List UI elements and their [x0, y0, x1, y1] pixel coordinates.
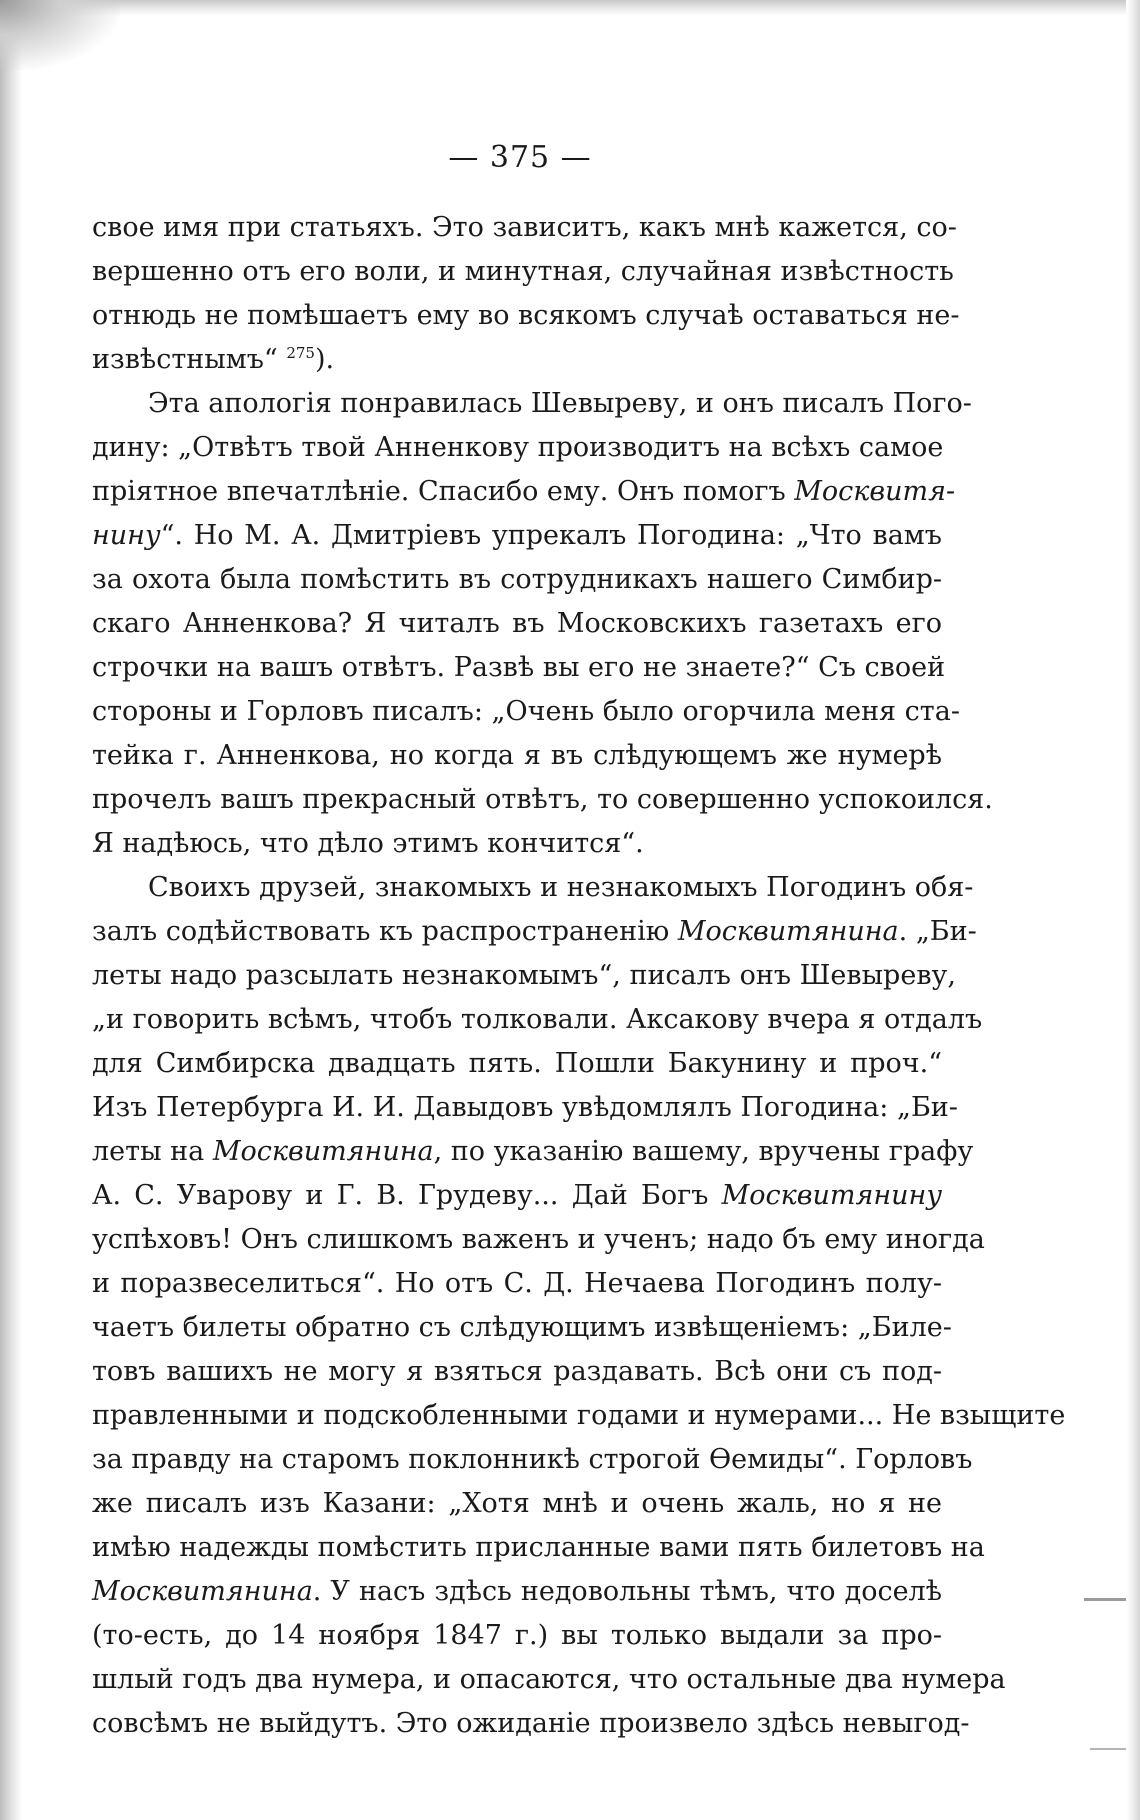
text-segment: “. Но М. А. Дмитріевъ упрекалъ Погодина: „Что вамъ — [160, 520, 942, 551]
text-line — [92, 1130, 974, 1174]
body-text — [92, 206, 1066, 1746]
text-segment: для Симбирска двадцать пять. Пошли Бакунину и проч.“ — [92, 1048, 942, 1079]
text-line — [92, 470, 956, 514]
text-segment: имѣю надежды помѣстить присланные вами пять билетовъ на — [92, 1532, 985, 1563]
text-segment: чаетъ билеты обратно съ слѣдующимъ извѣщеніемъ: „Билe- — [92, 1312, 952, 1343]
text-line — [92, 1086, 958, 1130]
text-line — [92, 1174, 942, 1218]
text-line — [92, 1438, 973, 1482]
text-segment: , по указанію вашему, вручены графу — [433, 1136, 974, 1167]
text-line — [92, 1262, 942, 1306]
text-segment: Изъ Петербурга И. И. Давыдовъ увѣдомлялъ Погодина: „Би- — [92, 1092, 958, 1123]
text-line — [92, 294, 960, 338]
text-segment: же писалъ изъ Казани: „Хотя мнѣ и очень жаль, но я не — [92, 1488, 942, 1519]
text-segment: товъ вашихъ не могу я взяться раздавать. Всѣ они съ под- — [92, 1356, 942, 1387]
text-line — [92, 1658, 1006, 1702]
page-number: — 375 — — [448, 140, 592, 175]
text-line — [92, 1702, 970, 1746]
text-line — [92, 250, 954, 294]
text-segment: извѣстнымъ“ — [92, 344, 287, 375]
text-segment: „и говорить всѣмъ, чтобъ толковали. Аксакову вчера я отдалъ — [92, 1004, 983, 1035]
scan-edge-left — [0, 0, 22, 1820]
text-segment: Я надѣюсь, что дѣло этимъ кончится“. — [92, 828, 644, 859]
italic-text: Москвитянина — [92, 1576, 313, 1607]
text-segment: совсѣмъ не выйдутъ. Это ожиданіе произвело здѣсь невыгод- — [92, 1708, 970, 1739]
text-segment: прочелъ вашъ прекрасный отвѣтъ, то совершенно успокоился. — [92, 784, 993, 815]
text-segment: тейка г. Анненкова, но когда я въ слѣдующемъ же нумерѣ — [92, 740, 942, 771]
text-line — [92, 1350, 942, 1394]
text-segment: скаго Анненкова? Я читалъ въ Московскихъ газетахъ его — [92, 608, 942, 639]
text-segment: шлый годъ два нумера, и опасаются, что остальные два нумера — [92, 1664, 1006, 1695]
text-line — [92, 1306, 952, 1350]
text-segment: за правду на старомъ поклонникѣ строгой Ѳемиды“. Горловъ — [92, 1444, 973, 1475]
footnote-ref: 275 — [286, 344, 315, 362]
text-line — [92, 734, 942, 778]
text-segment: свое имя при статьяхъ. Это зависитъ, какъ мнѣ кажется, со- — [92, 212, 957, 243]
text-segment: А. С. Уварову и Г. В. Грудеву... Дай Богъ — [92, 1180, 722, 1211]
italic-text: Москвитя- — [794, 476, 956, 507]
text-segment: пріятное впечатлѣніе. Спасибо ему. Онъ помогъ — [92, 476, 795, 507]
text-segment: . „Би- — [898, 916, 977, 947]
text-line — [92, 910, 977, 954]
text-line — [92, 1482, 942, 1526]
text-line — [92, 690, 960, 734]
text-segment: отнюдь не помѣшаетъ ему во всякомъ случаѣ оставаться не- — [92, 300, 960, 331]
text-segment: вершенно отъ его воли, и минутная, случайная извѣстность — [92, 256, 954, 287]
text-segment: (то-есть, до 14 ноября 1847 г.) вы только выдали за про- — [92, 1620, 942, 1651]
text-segment: леты на — [92, 1136, 213, 1167]
text-line — [92, 382, 972, 426]
scan-edge-right — [1126, 0, 1140, 1820]
text-line — [92, 558, 942, 602]
text-line — [92, 426, 942, 470]
italic-text: нину — [92, 520, 161, 551]
text-segment: и поразвеселиться“. Но отъ С. Д. Нечаева Погодинъ полу- — [92, 1268, 942, 1299]
text-line — [92, 822, 942, 866]
text-segment: ). — [314, 344, 335, 375]
text-segment: Своихъ друзей, знакомыхъ и незнакомыхъ Погодинъ обя- — [148, 872, 974, 903]
text-line — [92, 998, 983, 1042]
text-line — [92, 514, 942, 558]
italic-text: Москвитянину — [721, 1180, 942, 1211]
text-line — [92, 646, 946, 690]
text-line — [92, 1570, 942, 1614]
text-segment: правленными и подскобленными годами и нумерами... Не взыщите — [92, 1400, 1066, 1431]
text-segment: залъ содѣйствовать къ распространенію — [92, 916, 678, 947]
text-line — [92, 602, 942, 646]
text-line — [92, 1042, 942, 1086]
text-line — [92, 1218, 985, 1262]
text-segment: . У насъ здѣсь недовольны тѣмъ, что доселѣ — [312, 1576, 942, 1607]
text-segment: за охота была помѣстить въ сотрудникахъ нашего Симбир- — [92, 564, 942, 595]
scan-artifact-mark — [1084, 1598, 1126, 1601]
text-segment: Эта апологія понравилась Шевыреву, и онъ писалъ Пого- — [148, 388, 972, 419]
scan-corner-shadow — [0, 0, 120, 70]
text-segment: успѣховъ! Онъ слишкомъ важенъ и ученъ; надо бъ ему иногда — [92, 1224, 985, 1255]
text-line — [92, 778, 993, 822]
scan-edge-top — [0, 0, 1140, 16]
text-line — [92, 1394, 1066, 1438]
text-segment: дину: „Отвѣтъ твой Анненкову производитъ на всѣхъ самое — [92, 432, 944, 463]
text-line — [92, 1614, 942, 1658]
text-line — [92, 866, 974, 910]
text-line — [92, 954, 956, 998]
text-segment: стороны и Горловъ писалъ: „Очень было огорчила меня ста- — [92, 696, 960, 727]
text-line — [92, 338, 942, 382]
text-line — [92, 1526, 985, 1570]
text-segment: леты надо разсылать незнакомымъ“, писалъ онъ Шевыреву, — [92, 960, 956, 991]
italic-text: Москвитянина — [677, 916, 899, 947]
scan-artifact-mark — [1090, 1748, 1126, 1750]
italic-text: Москвитянина — [212, 1136, 434, 1167]
text-line — [92, 206, 957, 250]
text-segment: строчки на вашъ отвѣтъ. Развѣ вы его не знаете?“ Съ своей — [92, 652, 946, 683]
